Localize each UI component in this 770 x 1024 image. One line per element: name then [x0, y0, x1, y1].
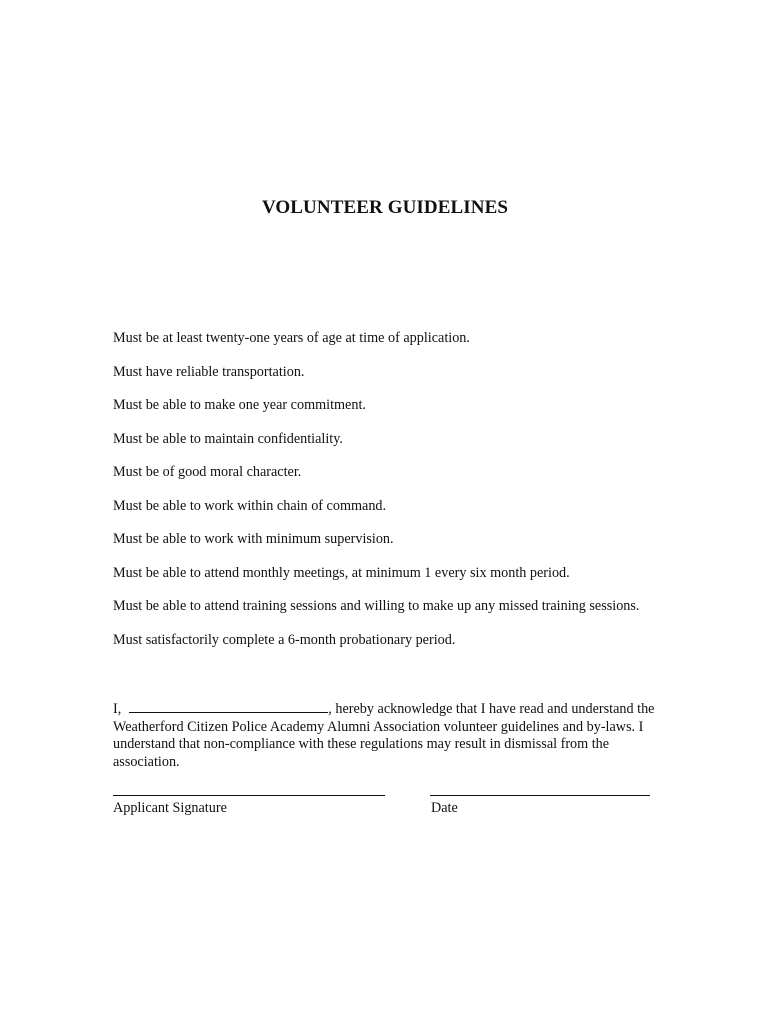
acknowledgement-paragraph — [113, 699, 663, 771]
signature-line[interactable] — [113, 795, 385, 796]
name-blank-field[interactable] — [129, 699, 328, 713]
guidelines-list — [113, 330, 673, 665]
guideline-item: Must be at least twenty-one years of age at time of application. — [113, 330, 470, 346]
guideline-item: Must be able to work with minimum supervision. — [113, 531, 394, 547]
guideline-item: Must be able to attend monthly meetings, at minimum 1 every six month period. — [113, 564, 570, 581]
signature-label: Applicant Signature — [113, 800, 227, 816]
guideline-item: Must be able to make one year commitment. — [113, 397, 366, 413]
guideline-item: Must be of good moral character. — [113, 464, 302, 480]
date-line[interactable] — [430, 795, 650, 796]
guideline-item: Must be able to work within chain of command. — [113, 497, 387, 514]
guideline-item: Must be able to maintain confidentiality. — [113, 430, 343, 447]
guideline-item: Must satisfactorily complete a 6-month probationary period. — [113, 631, 456, 648]
guideline-item: Must have reliable transportation. — [113, 363, 305, 380]
acknowledgement-text: , hereby acknowledge that I have read and understand the Weatherford Citizen Police Academy Alumni Association volunteer guidelines and by-laws. I understand that non-compliance with these regulations may result in dismissal from the association. — [113, 701, 655, 770]
guideline-item: Must be able to attend training sessions and willing to make up any missed training sessions. — [113, 598, 640, 614]
date-label: Date — [431, 800, 458, 816]
acknowledgement-prefix: I, — [113, 701, 122, 717]
document-title: VOLUNTEER GUIDELINES — [261, 197, 509, 218]
